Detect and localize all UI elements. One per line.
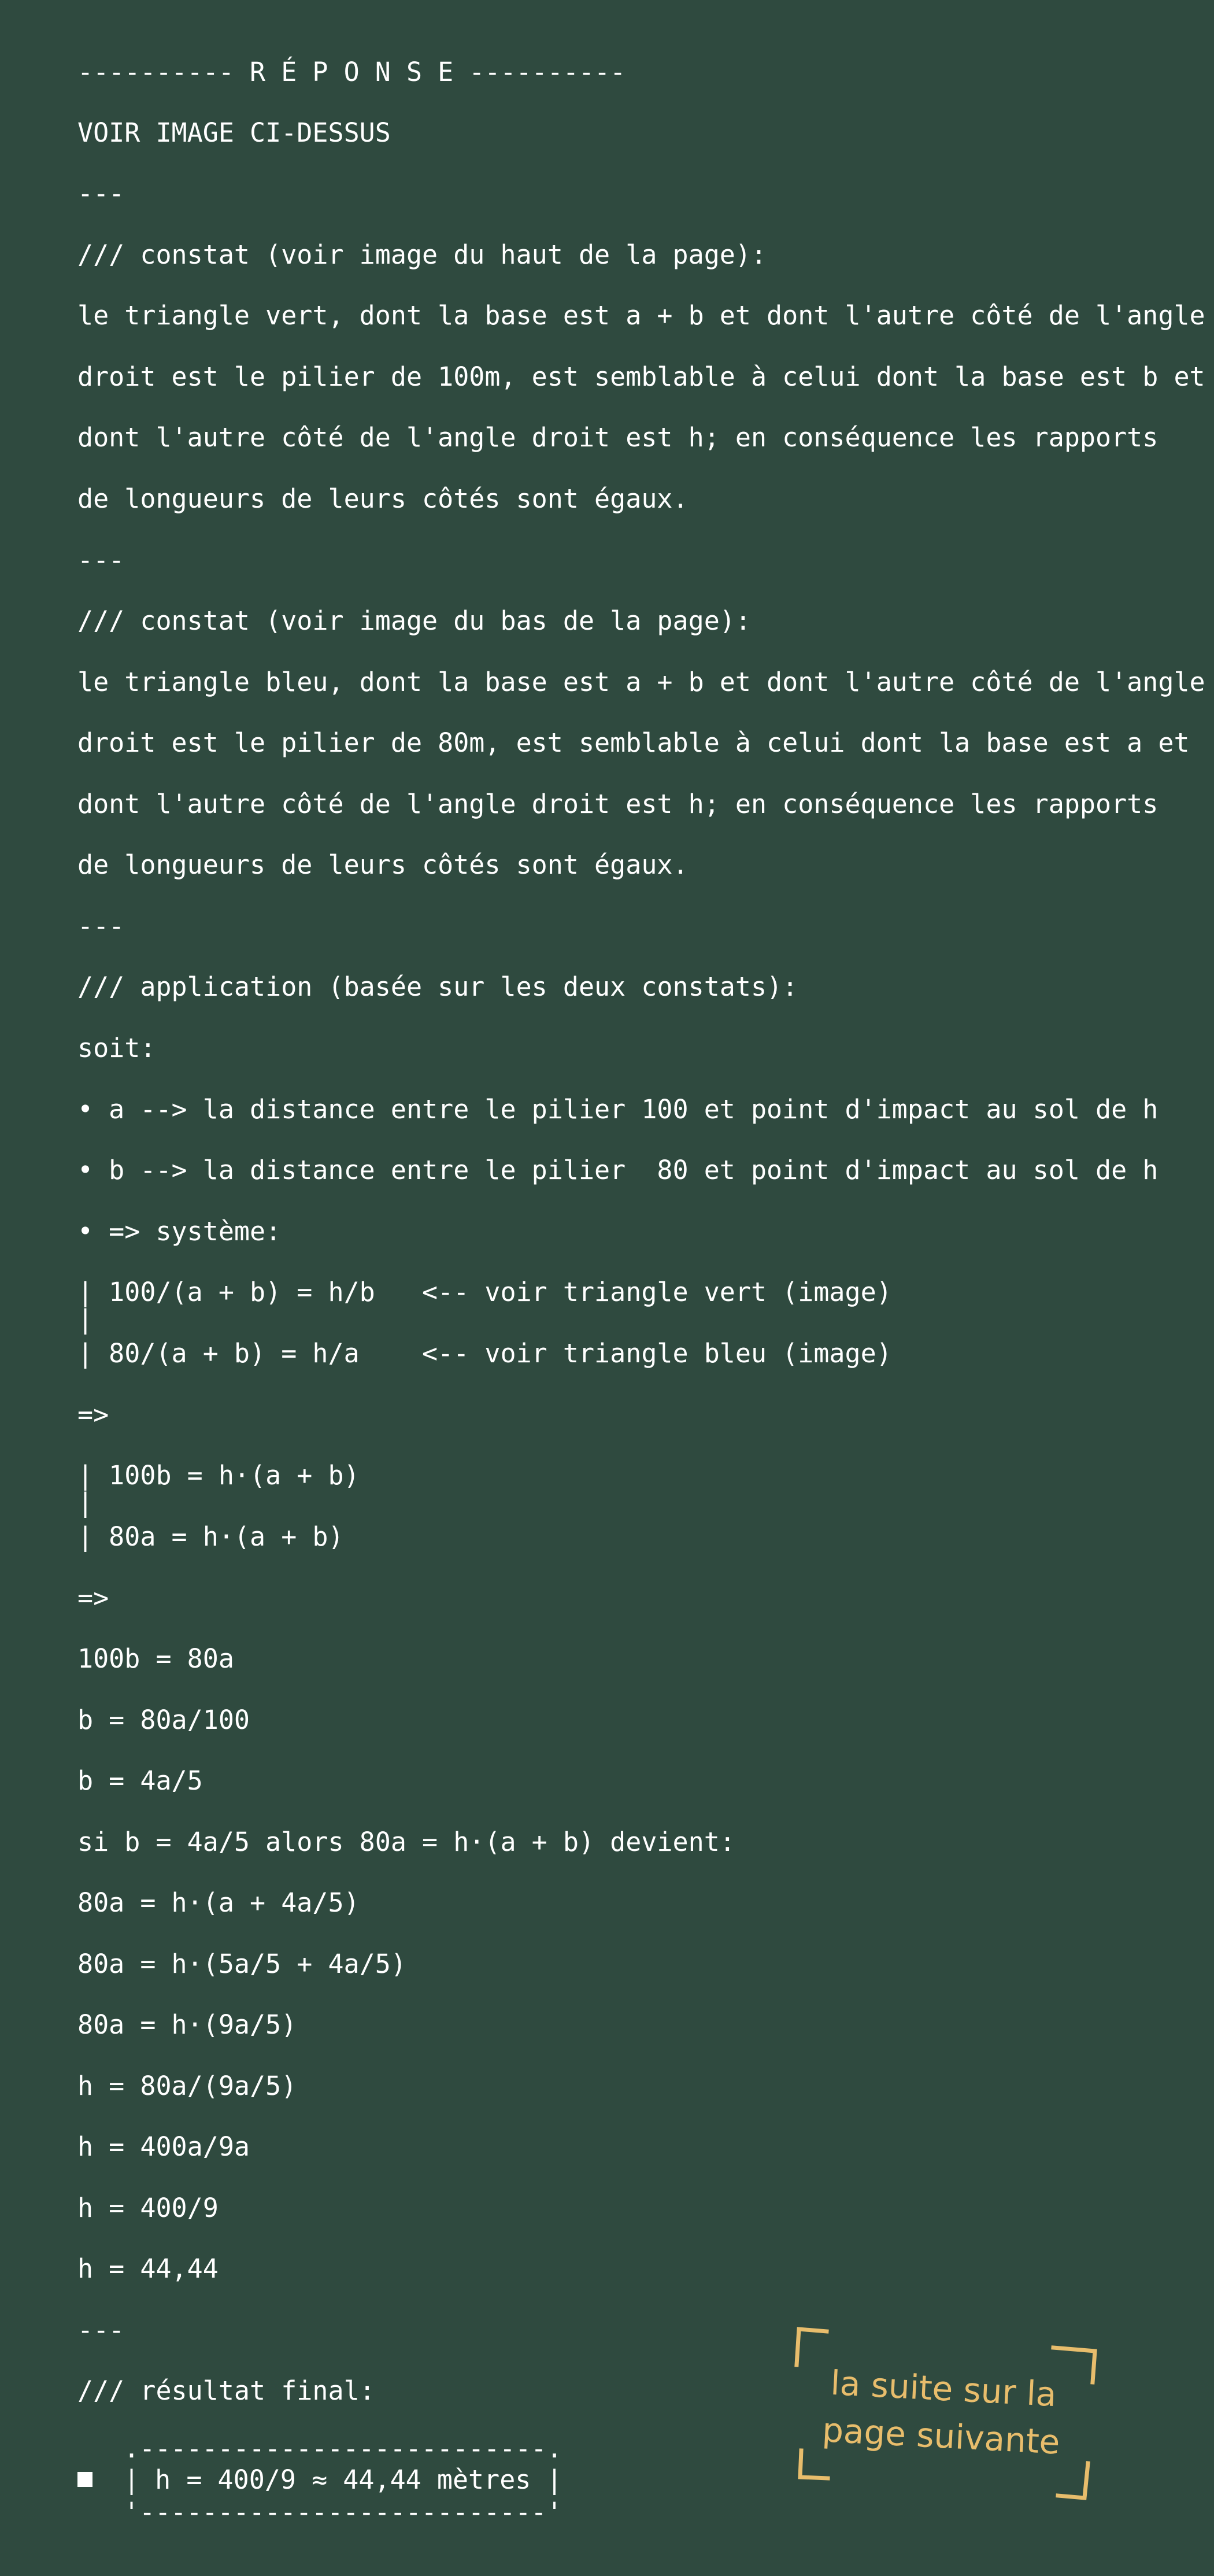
section1-heading: /// constat (voir image du haut de la page): — [77, 239, 767, 270]
final-heading: /// résultat final: — [77, 2375, 375, 2406]
step-line: 80a = h·(9a/5) — [77, 2009, 297, 2040]
section1-line: droit est le pilier de 100m, est semblable à celui dont la base est b et — [77, 361, 1205, 392]
next-page-note — [786, 2324, 1098, 2504]
step-line: 80a = h·(5a/5 + 4a/5) — [77, 1949, 406, 1979]
section2-line: le triangle bleu, dont la base est a + b et dont l'autre côté de l'angle — [77, 667, 1205, 697]
arrow: => — [77, 1583, 109, 1613]
step-line: h = 400a/9a — [77, 2131, 250, 2162]
result-box-bottom: '--------------------------' — [124, 2497, 562, 2527]
step-line: b = 80a/100 — [77, 1705, 250, 1735]
bullet-item: • a --> la distance entre le pilier 100 et point d'impact au sol de h — [77, 1094, 1159, 1125]
section2-heading: /// constat (voir image du bas de la page): — [77, 605, 751, 636]
step-line: si b = 4a/5 alors 80a = h·(a + b) devient: — [77, 1827, 735, 1857]
section2-line: droit est le pilier de 80m, est semblable à celui dont la base est a et — [77, 727, 1190, 758]
arrow: => — [77, 1399, 109, 1430]
step-line: 80a = h·(a + 4a/5) — [77, 1887, 360, 1918]
response-header: ---------- R É P O N S E ---------- — [77, 57, 626, 87]
separator: --- — [77, 545, 125, 575]
system2-line: | 100b = h·(a + b) — [77, 1460, 360, 1491]
step-line: h = 44,44 — [77, 2253, 219, 2284]
note-line: la suite sur la — [830, 2363, 1058, 2415]
result-box-top: .--------------------------. — [124, 2433, 562, 2464]
system1-line: | 80/(a + b) = h/a <-- voir triangle bleu (image) — [77, 1338, 892, 1369]
separator: --- — [77, 2315, 125, 2345]
section2-line: de longueurs de leurs côtés sont égaux. — [77, 849, 689, 880]
note-line: page suivante — [821, 2410, 1061, 2462]
step-line: h = 80a/(9a/5) — [77, 2071, 297, 2101]
system2-line: | 80a = h·(a + b) — [77, 1521, 344, 1552]
section1-line: le triangle vert, dont la base est a + b et dont l'autre côté de l'angle — [77, 300, 1205, 331]
separator: --- — [77, 178, 125, 209]
section3-heading: /// application (basée sur les deux constats): — [77, 971, 798, 1002]
section2-line: dont l'autre côté de l'angle droit est h; en conséquence les rapports — [77, 789, 1159, 819]
section1-line: dont l'autre côté de l'angle droit est h; en conséquence les rapports — [77, 422, 1159, 453]
bullet-item: • b --> la distance entre le pilier 80 et point d'impact au sol de h — [77, 1155, 1159, 1185]
section1-line: de longueurs de leurs côtés sont égaux. — [77, 483, 689, 514]
step-line: 100b = 80a — [77, 1643, 234, 1674]
bullet-item: • => système: — [77, 1216, 282, 1247]
system1-line: | 100/(a + b) = h/b <-- voir triangle vert (image) — [77, 1277, 892, 1307]
system2-line: | — [77, 1487, 94, 1518]
next-page-note-text — [813, 2359, 1072, 2467]
intro-text: VOIR IMAGE CI-DESSUS — [77, 117, 391, 148]
system1-line: | — [77, 1304, 94, 1335]
separator: --- — [77, 911, 125, 941]
step-line: h = 400/9 — [77, 2193, 219, 2223]
step-line: b = 4a/5 — [77, 1765, 203, 1796]
result-box-value: | h = 400/9 ≈ 44,44 mètres | — [124, 2464, 562, 2495]
square-bullet-icon — [77, 2472, 92, 2487]
soit-label: soit: — [77, 1033, 156, 1063]
